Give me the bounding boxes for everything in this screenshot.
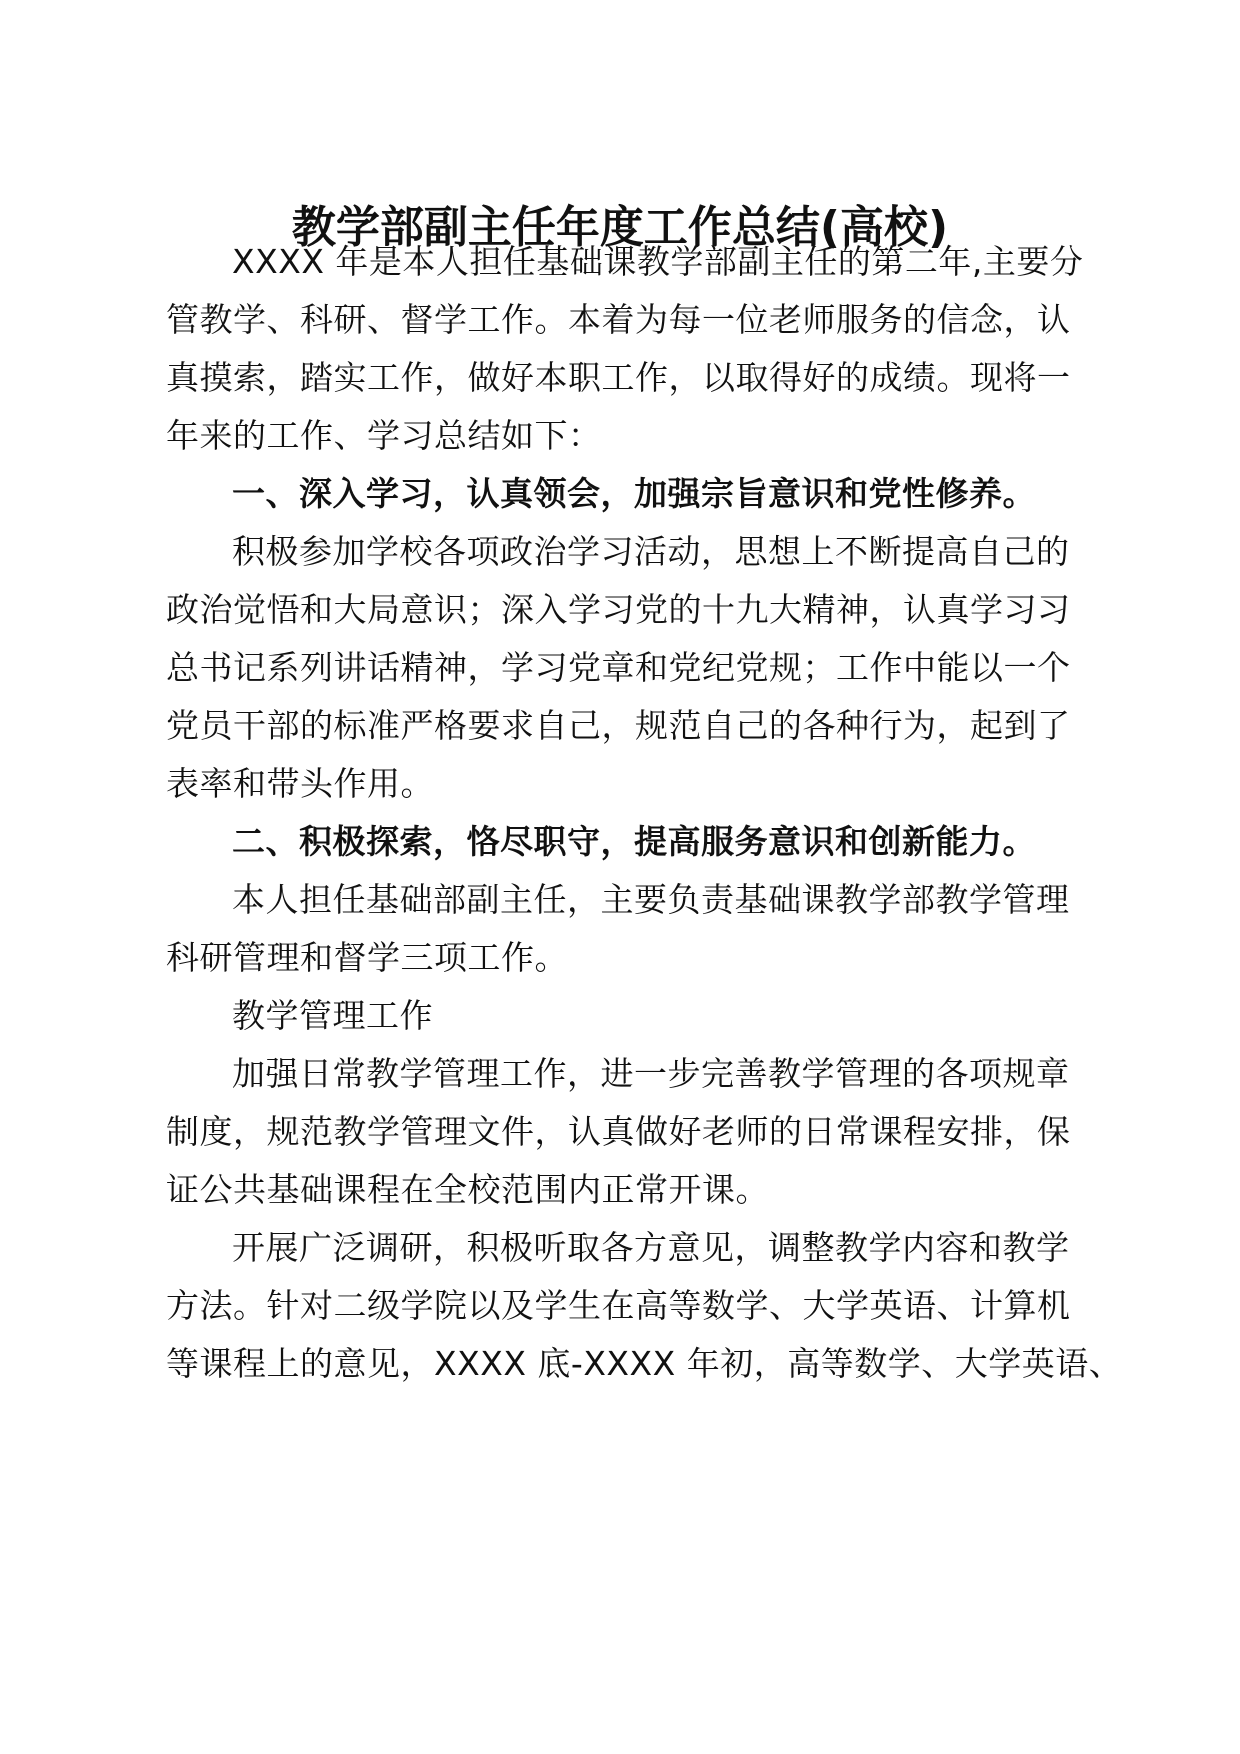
paragraph-line: 党员干部的标准严格要求自己，规范自己的各种行为，起到了 [166, 706, 1071, 745]
paragraph-line: 方法。针对二级学院以及学生在高等数学、大学英语、计算机 [166, 1286, 1071, 1325]
paragraph-line: 年来的工作、学习总结如下： [166, 416, 602, 455]
paragraph-line: 表率和带头作用。 [166, 764, 434, 803]
paragraph-line: 科研管理和督学三项工作。 [166, 938, 568, 977]
section-heading: 一、深入学习，认真领会，加强宗旨意识和党性修养。 [232, 474, 1036, 513]
paragraph-line: 管教学、科研、督学工作。本着为每一位老师服务的信念，认 [166, 300, 1071, 339]
paragraph-line: 制度，规范教学管理文件，认真做好老师的日常课程安排，保 [166, 1112, 1071, 1151]
document-title: 教学部副主任年度工作总结(高校) [291, 202, 949, 253]
paragraph-line: 证公共基础课程在全校范围内正常开课。 [166, 1170, 769, 1209]
paragraph-line: 开展广泛调研，积极听取各方意见，调整教学内容和教学 [232, 1228, 1070, 1267]
paragraph-line: 积极参加学校各项政治学习活动，思想上不断提高自己的 [232, 532, 1070, 571]
paragraph-line: 本人担任基础部副主任，主要负责基础课教学部教学管理 [232, 880, 1070, 919]
paragraph-line: 等课程上的意见，XXXX 底-XXXX 年初，高等数学、大学英语、 [166, 1344, 1123, 1383]
section-heading: 二、积极探索，恪尽职守，提高服务意识和创新能力。 [232, 822, 1036, 861]
paragraph-line: 政治觉悟和大局意识；深入学习党的十九大精神，认真学习习 [166, 590, 1071, 629]
paragraph-line: 总书记系列讲话精神，学习党章和党纪党规；工作中能以一个 [166, 648, 1071, 687]
subsection-heading: 教学管理工作 [232, 996, 433, 1035]
paragraph-line: 真摸索，踏实工作，做好本职工作，以取得好的成绩。现将一 [166, 358, 1071, 397]
paragraph-line: 加强日常教学管理工作，进一步完善教学管理的各项规章 [232, 1054, 1070, 1093]
paragraph-line: XXXX 年是本人担任基础课教学部副主任的第二年,主要分 [232, 242, 1084, 281]
